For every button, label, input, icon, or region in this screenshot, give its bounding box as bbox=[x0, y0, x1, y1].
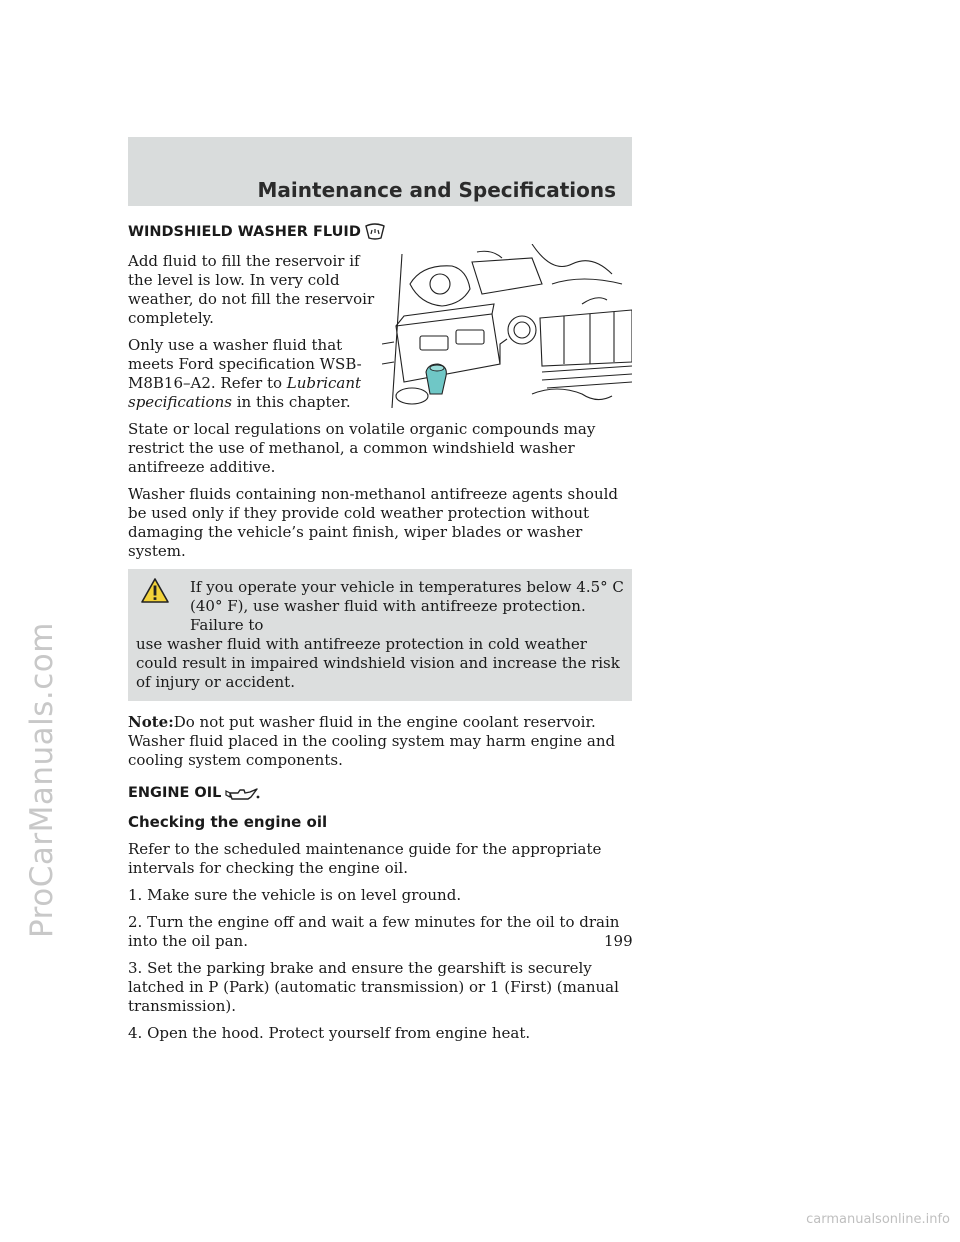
oil-can-icon bbox=[224, 785, 260, 803]
washer-para-2: Only use a washer fluid that meets Ford specification WSB-M8B16–A2. Refer to Lubricant specifications in this chapter. bbox=[128, 336, 362, 411]
oil-step-4: 4. Open the hood. Protect yourself from engine heat. bbox=[128, 1024, 531, 1042]
oil-subheading: Checking the engine oil bbox=[128, 813, 328, 831]
warning-rest: use washer fluid with antifreeze protection in cold weather could result in impaired windshield vision and increase the risk of injury or accident. bbox=[136, 635, 620, 691]
oil-step-1: 1. Make sure the vehicle is on level ground. bbox=[128, 886, 462, 904]
engine-compartment-illustration bbox=[382, 244, 632, 408]
watermark-text: ProCarManuals.com bbox=[24, 622, 60, 938]
washer-top-text bbox=[128, 252, 382, 420]
footer-url: carmanualsonline.info bbox=[806, 1212, 950, 1227]
page-title: Maintenance and Specifications bbox=[257, 178, 616, 202]
lubricant-spec-reference: Lubricant specifications bbox=[128, 374, 362, 411]
washer-para-3: State or local regulations on volatile organic compounds may restrict the use of methanol, a common windshield washer antifreeze additive. bbox=[128, 420, 596, 476]
oil-step-3: 3. Set the parking brake and ensure the gearshift is securely latched in P (Park) (automatic transmission) or 1 (First) (manual transmission). bbox=[128, 959, 619, 1015]
warning-triangle-icon bbox=[140, 577, 170, 604]
header-band bbox=[128, 137, 632, 206]
page-content bbox=[128, 222, 632, 1051]
note-paragraph bbox=[128, 713, 632, 770]
oil-step-2: 2. Turn the engine off and wait a few minutes for the oil to drain into the oil pan. bbox=[128, 913, 620, 950]
warning-box bbox=[128, 569, 632, 701]
watermark bbox=[12, 500, 72, 1060]
oil-intro: Refer to the scheduled maintenance guide for the appropriate intervals for checking the engine oil. bbox=[128, 840, 602, 877]
oil-heading-text: ENGINE OIL bbox=[128, 785, 222, 801]
washer-para-1: Add fluid to fill the reservoir if the level is low. In very cold weather, do not fill the reservoir completely. bbox=[128, 252, 375, 327]
warning-line-2: (40° F), use washer fluid with antifreeze protection. Failure to bbox=[190, 597, 586, 634]
note-text: Do not put washer fluid in the engine coolant reservoir. Washer fluid placed in the cooling system may harm engine and cooling system components. bbox=[128, 713, 616, 769]
washer-top-block bbox=[128, 252, 632, 420]
section-heading-oil bbox=[128, 784, 632, 803]
warning-line-1: If you operate your vehicle in temperatures below 4.5° C bbox=[190, 578, 624, 596]
page-number: 199 bbox=[604, 932, 633, 950]
note-label: Note: bbox=[128, 713, 174, 731]
washer-heading-text: WINDSHIELD WASHER FLUID bbox=[128, 223, 361, 240]
section-heading-washer bbox=[128, 222, 632, 242]
windshield-washer-icon bbox=[364, 222, 386, 242]
washer-para-4: Washer fluids containing non-methanol antifreeze agents should be used only if they provide cold weather protection without damaging the vehicle’s paint finish, wiper blades or washer system. bbox=[128, 485, 618, 560]
